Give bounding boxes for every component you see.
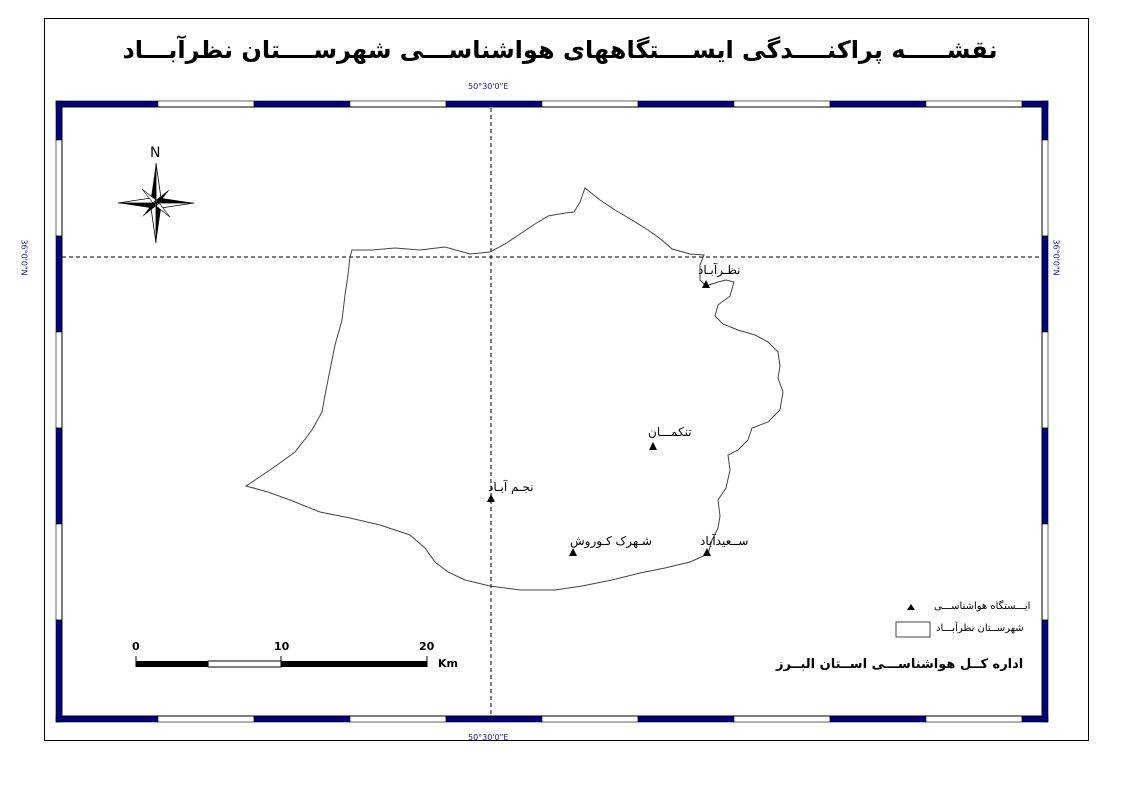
scale-unit: Km <box>438 657 458 670</box>
scale-label-10: 10 <box>274 640 290 653</box>
station-marker <box>649 442 657 450</box>
north-label: N <box>150 145 161 161</box>
triangle-icon <box>907 604 915 610</box>
station-label: نجـم آبـاد <box>488 480 534 494</box>
map-title: نقشـــــه پراكنــــدگی ایســــتگاههای هواشناســـی شهرســــتان نظرآبـــاد <box>122 36 998 64</box>
bottom-longitude-label: 50°30'0"E <box>468 733 509 742</box>
right-latitude-label: 36°0'0"N <box>1051 239 1061 276</box>
station-label: تنكمـــان <box>648 425 692 439</box>
legend-station-label: ایـــستگاه هواشناســـی <box>934 601 1031 612</box>
polygon-outline-icon <box>896 622 930 637</box>
station-label: نظـرآبـاد <box>698 263 741 277</box>
station-marker <box>702 280 710 288</box>
station-marker <box>569 548 577 556</box>
office-name: اداره کــل هواشناســـی اســتان البــرز <box>776 657 1024 672</box>
legend-county-label: شهرســتان نظرآبـــاد <box>936 623 1024 634</box>
top-longitude-label: 50°30'0"E <box>468 82 509 91</box>
scale-label-0: 0 <box>132 640 140 653</box>
scale-bar <box>136 656 427 667</box>
scale-label-20: 20 <box>419 640 435 653</box>
left-latitude-label: 36°0'0"N <box>19 239 29 276</box>
station-label: ســعیدآباد <box>700 534 749 548</box>
compass-rose-icon <box>118 163 194 243</box>
county-boundary <box>246 188 783 590</box>
station-marker <box>487 494 495 502</box>
station-label: شـهرک کـوروش <box>570 534 652 548</box>
